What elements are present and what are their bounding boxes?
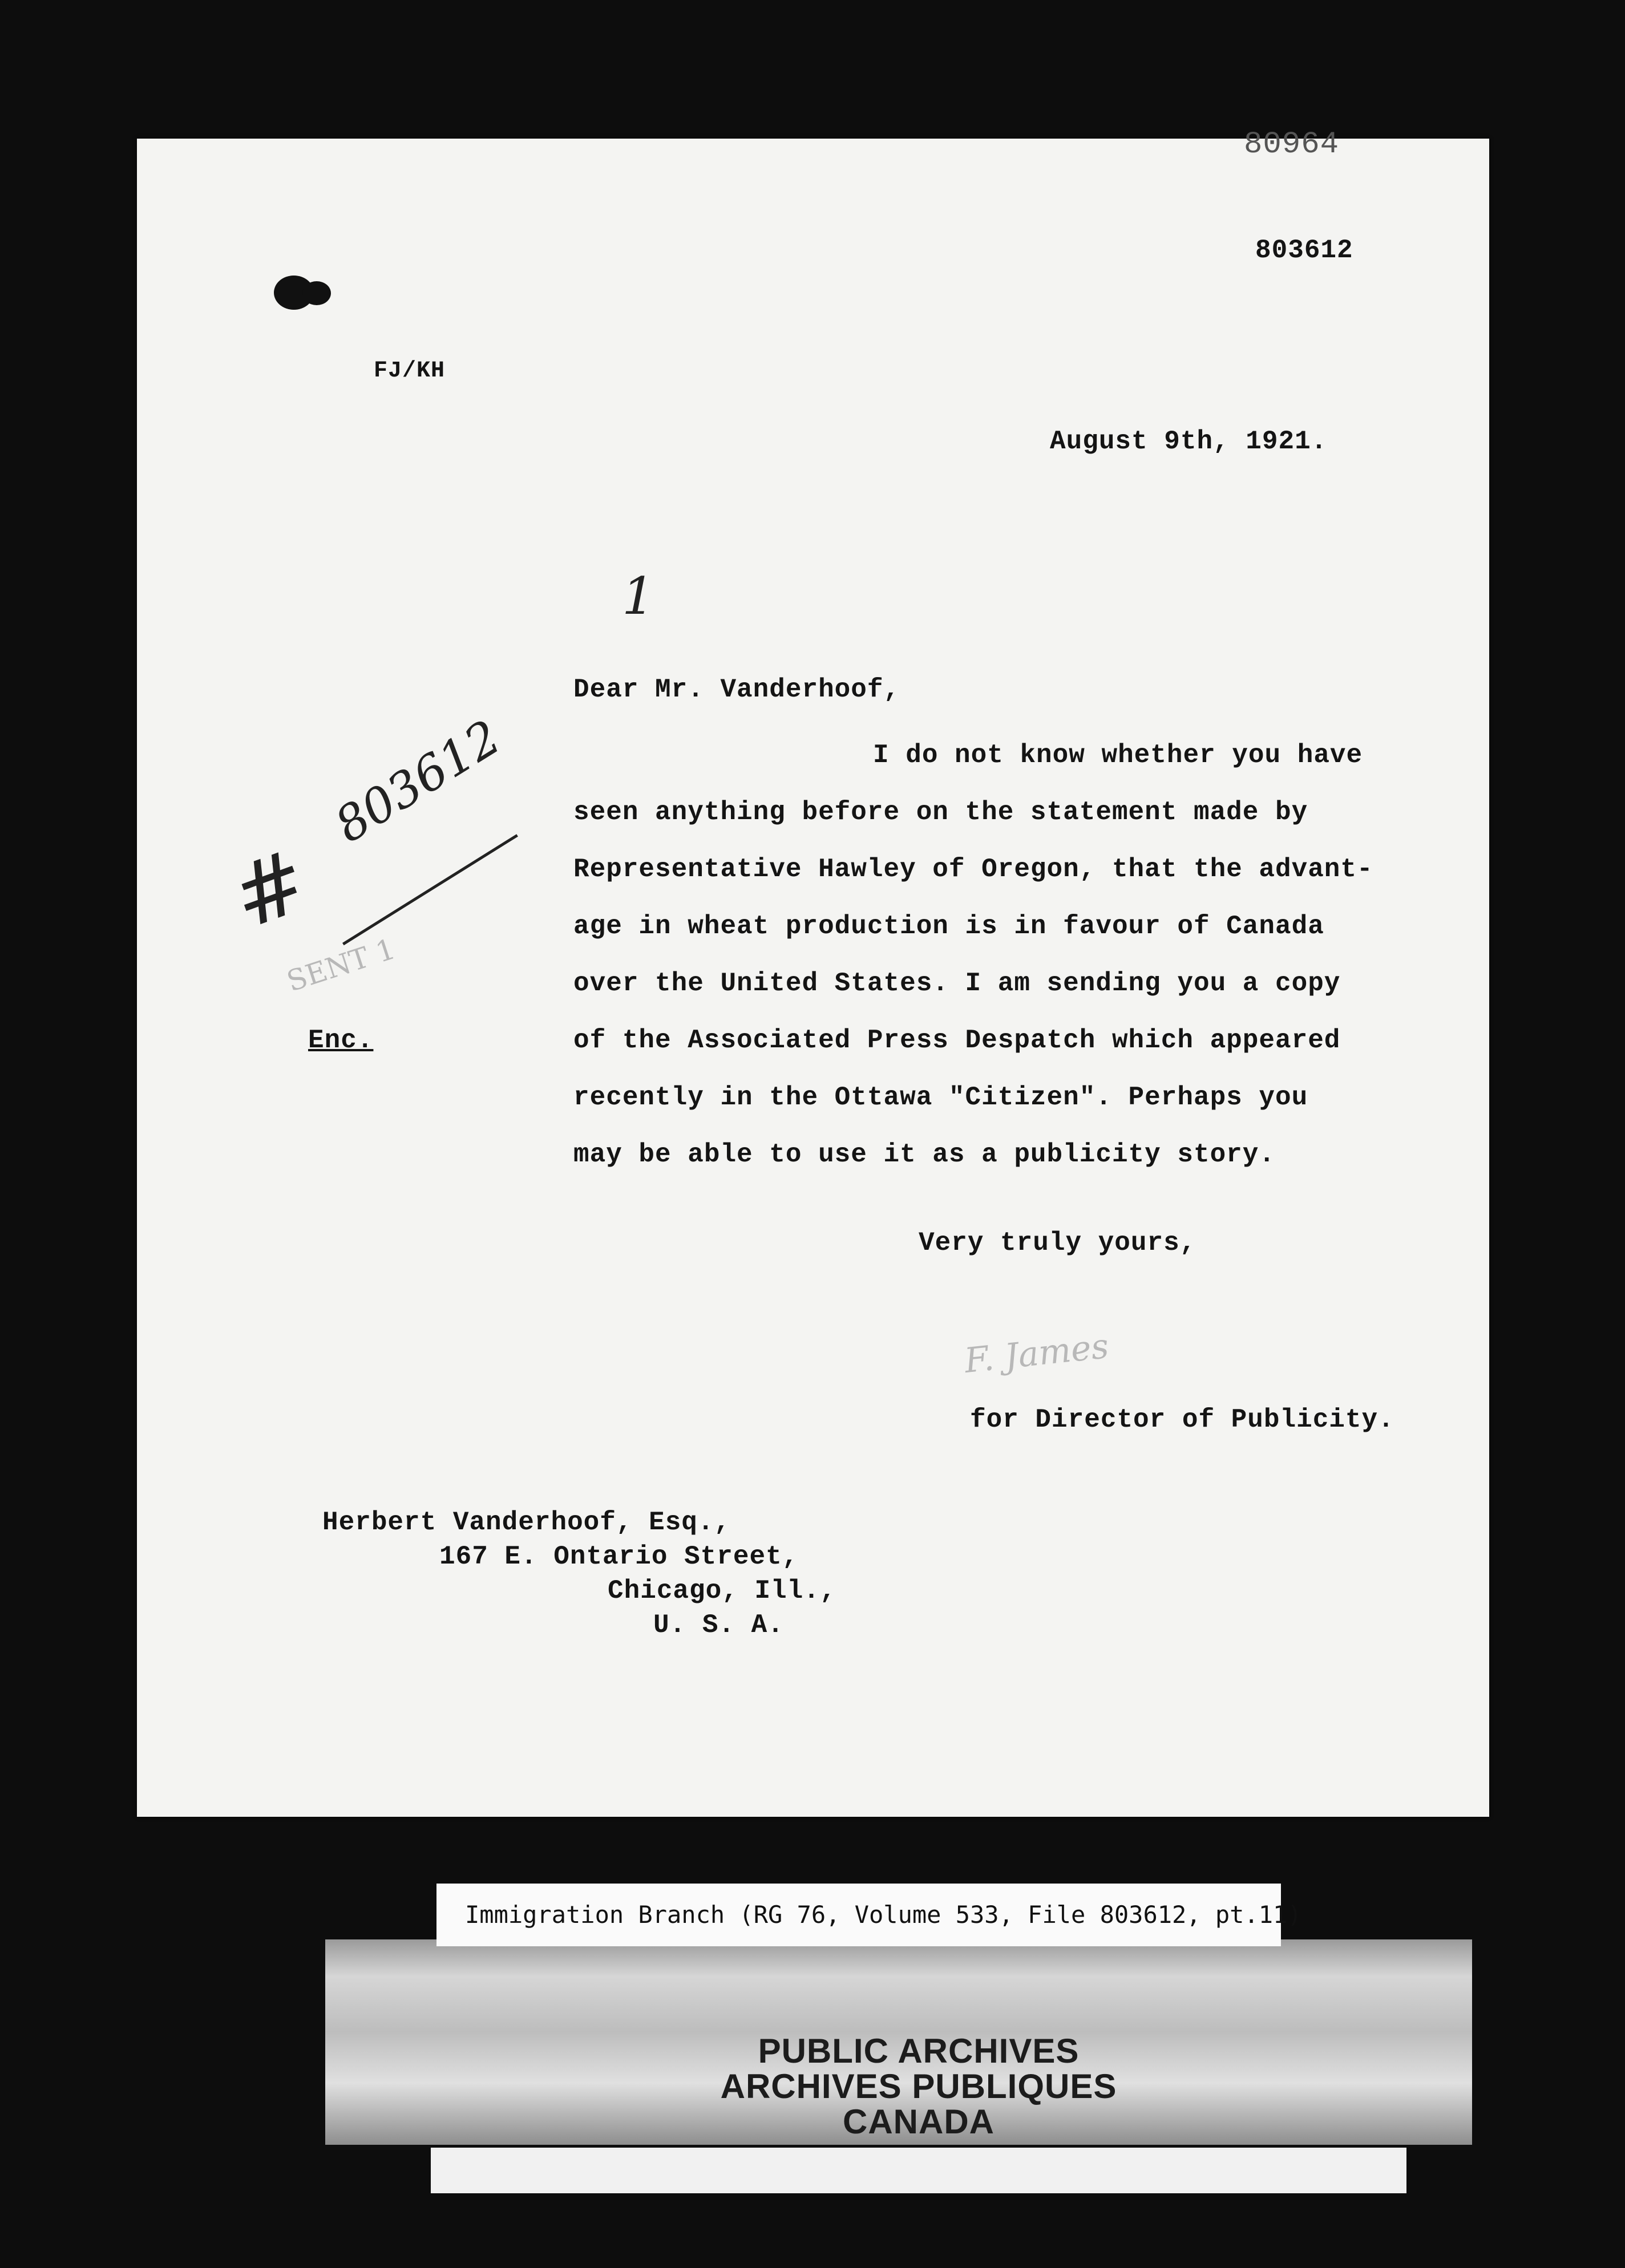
archive-stamp (673, 2034, 1164, 2140)
body-line: recently in the Ottawa "Citizen". Perhaps you (573, 1083, 1308, 1112)
address-line: 167 E. Ontario Street, (439, 1542, 799, 1572)
body-line: seen anything before on the statement made by (573, 797, 1308, 827)
archive-tape-strip (431, 2148, 1406, 2193)
page-number-top: 80964 (1244, 127, 1340, 162)
address-line: Chicago, Ill., (608, 1576, 836, 1606)
body-line: Representative Hawley of Oregon, that the advant- (573, 854, 1373, 884)
archive-caption: Immigration Branch (RG 76, Volume 533, File 803612, pt.11) (465, 1901, 1302, 1929)
closing: Very truly yours, (919, 1228, 1196, 1258)
handwritten-mark-top: 1 (622, 566, 655, 626)
handwritten-file-number: 803612 (325, 709, 510, 854)
body-line: over the United States. I am sending you a copy (573, 969, 1341, 998)
handwritten-hash-mark: # (219, 831, 321, 949)
body-line: of the Associated Press Despatch which appeared (573, 1026, 1341, 1055)
body-line: I do not know whether you have (873, 740, 1363, 770)
salutation: Dear Mr. Vanderhoof, (573, 675, 900, 704)
archive-stamp-line: ARCHIVES PUBLIQUES (720, 2067, 1117, 2105)
faint-sent-stamp: SENT 1 (282, 932, 399, 998)
archive-caption-strip (436, 1884, 1302, 1946)
archive-stamp-line: PUBLIC ARCHIVES (758, 2032, 1080, 2070)
body-line: age in wheat production is in favour of Canada (573, 912, 1324, 941)
signature-title: for Director of Publicity. (970, 1405, 1394, 1435)
enclosure-note: Enc. (308, 1026, 374, 1055)
address-line: Herbert Vanderhoof, Esq., (322, 1508, 731, 1537)
letter-page (137, 127, 1489, 1817)
file-number: 803612 (1255, 236, 1353, 265)
ink-blot (302, 281, 331, 305)
archive-stamp-line: CANADA (843, 2103, 995, 2141)
reference-initials: FJ/KH (374, 358, 446, 384)
handwritten-underline (342, 834, 518, 945)
address-line: U. S. A. (653, 1610, 784, 1640)
signature: F. James (963, 1326, 1111, 1382)
letter-date: August 9th, 1921. (1050, 427, 1328, 456)
body-line: may be able to use it as a publicity story. (573, 1140, 1275, 1169)
